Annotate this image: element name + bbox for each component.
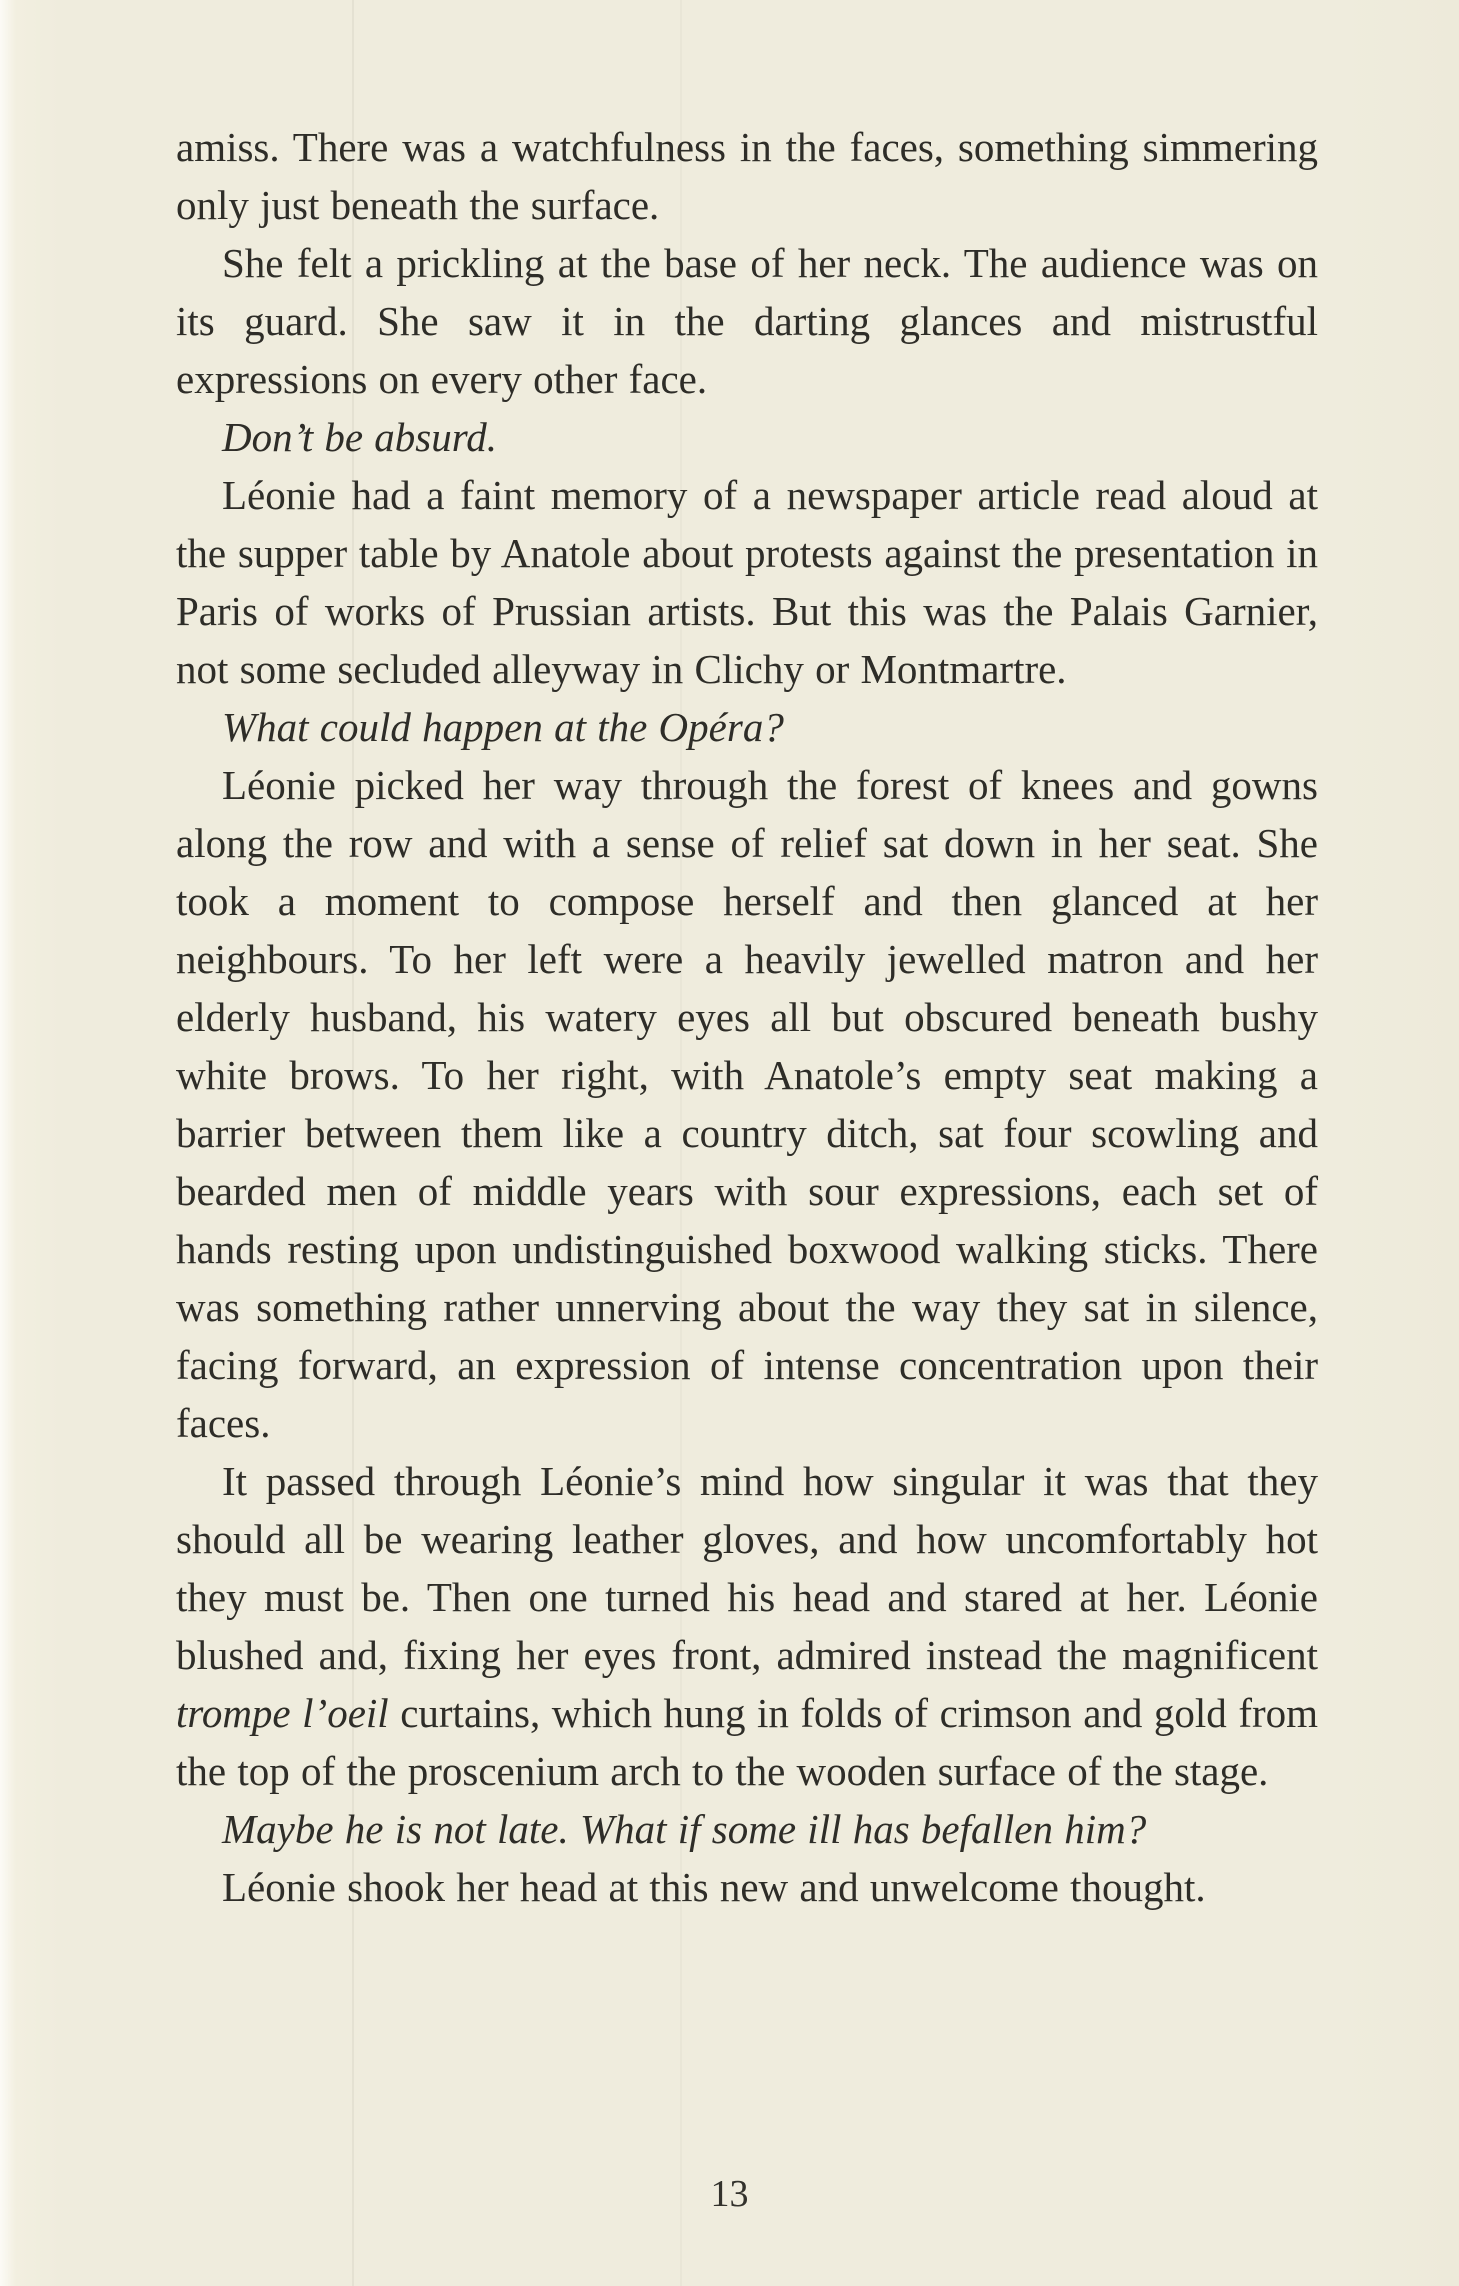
paragraph (176, 756, 1318, 1452)
paragraph (176, 118, 1318, 234)
text-segment: Léonie had a faint memory of a newspaper article read aloud at the supper table by Anatole about protests against the presentation in Paris of works of Prussian artists. But this was the Palais Garnier, not some secluded alleyway in Clichy or Montmartre. (176, 472, 1318, 692)
italic-text-segment: trompe l’oeil (176, 1690, 389, 1736)
italic-text-segment: What could happen at the Opéra? (222, 704, 784, 750)
text-segment: It passed through Léonie’s mind how singular it was that they should all be wearing leather gloves, and how uncomfortably hot they must be. Then one turned his head and stared at her. Léonie blushed and, fixing her eyes front, admired instead the magnificent (176, 1458, 1318, 1678)
italic-text-segment: Don’t be absurd. (222, 414, 497, 460)
paragraph (176, 1800, 1318, 1858)
paragraph (176, 1452, 1318, 1800)
paragraph (176, 234, 1318, 408)
text-segment: Léonie picked her way through the forest of knees and gowns along the row and with a sense of relief sat down in her seat. She took a moment to compose herself and then glanced at her neighbours. To her left were a heavily jewelled matron and her elderly husband, his watery eyes all but obscured beneath bushy white brows. To her right, with Anatole’s empty seat making a barrier between them like a country ditch, sat four scowling and bearded men of middle years with sour expressions, each set of hands resting upon undistinguished boxwood walking sticks. There was something rather unnerving about the way they sat in silence, facing forward, an expression of intense concentration upon their faces. (176, 762, 1318, 1446)
paragraph (176, 698, 1318, 756)
paragraph (176, 408, 1318, 466)
paragraph (176, 1858, 1318, 1916)
page-text (176, 118, 1318, 1916)
italic-text-segment: Maybe he is not late. What if some ill has befallen him? (222, 1806, 1147, 1852)
paragraph (176, 466, 1318, 698)
text-segment: curtains, which hung in folds of crimson and gold from the top of the proscenium arch to the wooden surface of the stage. (176, 1690, 1319, 1794)
page-number: 13 (710, 2173, 749, 2215)
text-segment: She felt a prickling at the base of her neck. The audience was on its guard. She saw it in the darting glances and mistrustful expressions on every other face. (176, 240, 1318, 402)
text-segment: Léonie shook her head at this new and unwelcome thought. (222, 1864, 1206, 1910)
text-segment: amiss. There was a watchfulness in the faces, something simmering only just beneath the surface. (176, 124, 1318, 228)
